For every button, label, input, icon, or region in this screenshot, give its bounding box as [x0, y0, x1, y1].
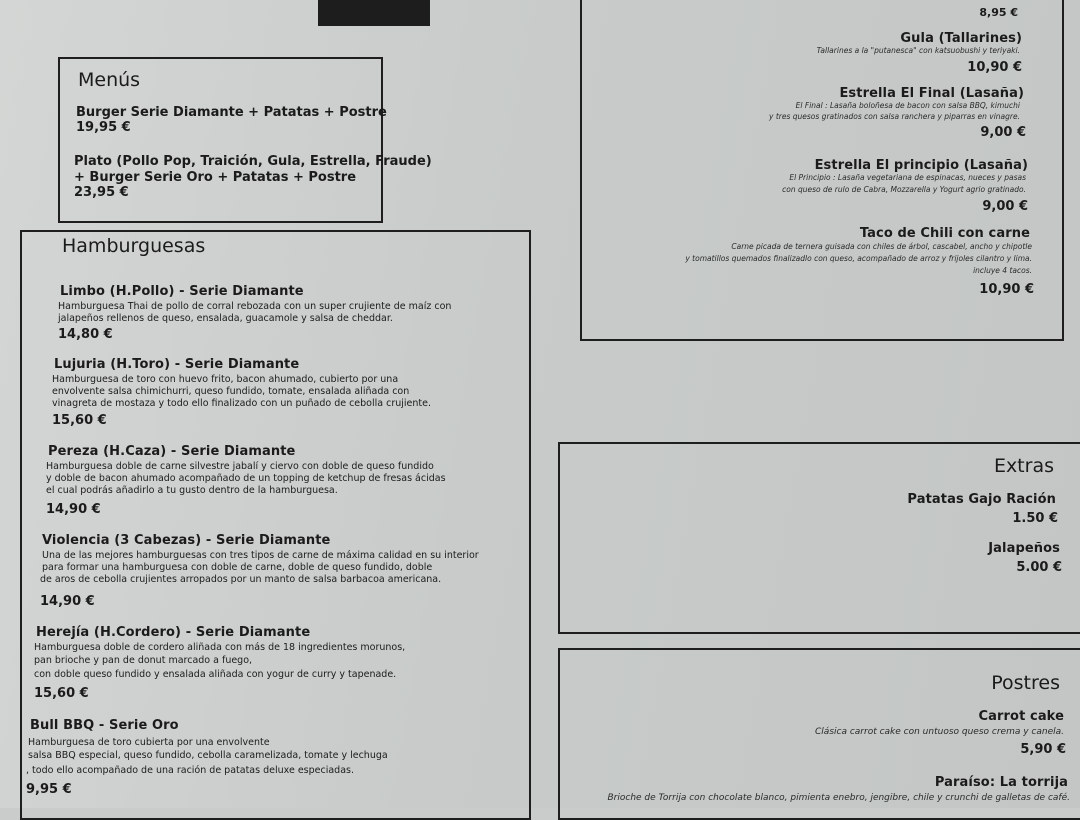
item-name: Limbo (H.Pollo) - Serie Diamante: [60, 284, 304, 299]
section-title-hamburguesas: Hamburguesas: [62, 235, 206, 257]
item-desc: Hamburguesa doble de carne silvestre jabalí y ciervo con doble de queso fundido: [46, 461, 434, 472]
item-desc: incluye 4 tacos.: [973, 266, 1032, 275]
item-desc: y tres quesos gratinados con salsa ranchera y piparras en vinagre.: [769, 112, 1020, 121]
item-price: 5.00 €: [1016, 560, 1062, 575]
item-price: 9,00 €: [982, 199, 1028, 214]
item-name: Herejía (H.Cordero) - Serie Diamante: [36, 625, 311, 640]
item-desc: Clásica carrot cake con untuoso queso crema y canela.: [815, 727, 1064, 737]
item-name: Lujuria (H.Toro) - Serie Diamante: [54, 357, 300, 372]
item-desc: Una de las mejores hamburguesas con tres tipos de carne de máxima calidad en su interior: [42, 550, 479, 561]
section-title-menus: Menús: [78, 69, 141, 91]
item-price: 14,80 €: [58, 327, 113, 342]
item-desc: envolvente salsa chimichurri, queso fundido, tomate, ensalada aliñada con: [52, 386, 410, 397]
item-desc: Tallarines a la "putanesca" con katsuobushi y teriyaki.: [816, 46, 1020, 55]
item-desc: con doble queso fundido y ensalada aliñada con yogur de curry y tapenade.: [34, 669, 397, 680]
item-desc: salsa BBQ especial, queso fundido, cebolla caramelizada, tomate y lechuga: [28, 750, 388, 761]
item-desc: Carne picada de ternera guisada con chiles de árbol, cascabel, ancho y chipotle: [731, 242, 1032, 251]
item-desc: jalapeños rellenos de queso, ensalada, guacamole y salsa de cheddar.: [58, 313, 393, 324]
item-desc: y doble de bacon ahumado acompañado de un topping de ketchup de fresas ácidas: [46, 473, 446, 484]
item-name: Estrella El principio (Lasaña): [814, 158, 1028, 173]
menu-item-line: + Burger Serie Oro + Patatas + Postre: [74, 170, 357, 185]
item-name: Patatas Gajo Ración: [907, 492, 1056, 507]
item-desc: Hamburguesa doble de cordero aliñada con más de 18 ingredientes morunos,: [34, 642, 406, 653]
item-desc: para formar una hamburguesa con doble de carne, doble de queso fundido, doble: [42, 562, 433, 573]
item-desc: , todo ello acompañado de una ración de patatas deluxe especiadas.: [26, 765, 354, 776]
section-title-postres: Postres: [991, 672, 1060, 694]
ink-blot-decoration: [318, 0, 430, 26]
item-name: Violencia (3 Cabezas) - Serie Diamante: [42, 533, 331, 548]
item-desc: el cual podrás añadirlo a tu gusto dentro de la hamburguesa.: [46, 485, 338, 496]
item-price: 9,00 €: [980, 125, 1026, 140]
item-desc: Hamburguesa de toro con huevo frito, bacon ahumado, cubierto por una: [52, 374, 399, 385]
item-price: 15,60 €: [52, 413, 107, 428]
section-title-extras: Extras: [993, 455, 1054, 477]
item-desc: pan brioche y pan de donut marcado a fuego,: [34, 655, 253, 666]
item-desc: de aros de cebolla crujientes arropados por un manto de salsa barbacoa americana.: [40, 574, 442, 585]
menu-item-price: 23,95 €: [74, 185, 129, 200]
menu-item-line: Plato (Pollo Pop, Traición, Gula, Estrella, Fraude): [74, 154, 432, 169]
item-price: 15,60 €: [34, 686, 89, 701]
top-price: 8,95 €: [979, 6, 1018, 19]
item-desc: Hamburguesa Thai de pollo de corral rebozada con un super crujiente de maíz con: [58, 301, 452, 312]
menu-item-line: Burger Serie Diamante + Patatas + Postre: [76, 105, 387, 120]
item-price: 5,90 €: [1020, 742, 1066, 757]
item-price: 10,90 €: [979, 282, 1034, 297]
item-name: Bull BBQ - Serie Oro: [30, 718, 179, 733]
item-desc: y tomatillos quemados finalizadlo con queso, acompañado de arroz y frijoles cilantro y lima.: [685, 254, 1032, 263]
item-desc: vinagreta de mostaza y todo ello finalizado con un puñado de cebolla crujiente.: [52, 398, 432, 409]
item-desc: con queso de rulo de Cabra, Mozzarella y Yogurt agrio gratinado.: [782, 185, 1026, 194]
item-desc: El Final : Lasaña boloñesa de bacon con salsa BBQ, kimuchi: [795, 101, 1020, 110]
item-name: Taco de Chili con carne: [859, 226, 1030, 241]
item-price: 9,95 €: [26, 782, 72, 797]
item-price: 1.50 €: [1012, 511, 1058, 526]
item-desc: Brioche de Torrija con chocolate blanco, pimienta enebro, jengibre, chile y crunchi de galletas de café.: [607, 793, 1070, 803]
item-price: 14,90 €: [46, 502, 101, 517]
item-price: 14,90 €: [40, 594, 95, 609]
item-price: 10,90 €: [967, 60, 1022, 75]
item-name: Gula (Tallarines): [900, 31, 1022, 46]
menu-item-price: 19,95 €: [76, 120, 131, 135]
item-name: Paraíso: La torrija: [934, 775, 1068, 790]
item-desc: El Principio : Lasaña vegetariana de espinacas, nueces y pasas: [789, 173, 1026, 182]
item-name: Estrella El Final (Lasaña): [839, 86, 1024, 101]
item-name: Pereza (H.Caza) - Serie Diamante: [48, 444, 296, 459]
item-name: Jalapeños: [988, 541, 1060, 556]
item-desc: Hamburguesa de toro cubierta por una envolvente: [28, 737, 270, 748]
item-name: Carrot cake: [978, 709, 1064, 724]
